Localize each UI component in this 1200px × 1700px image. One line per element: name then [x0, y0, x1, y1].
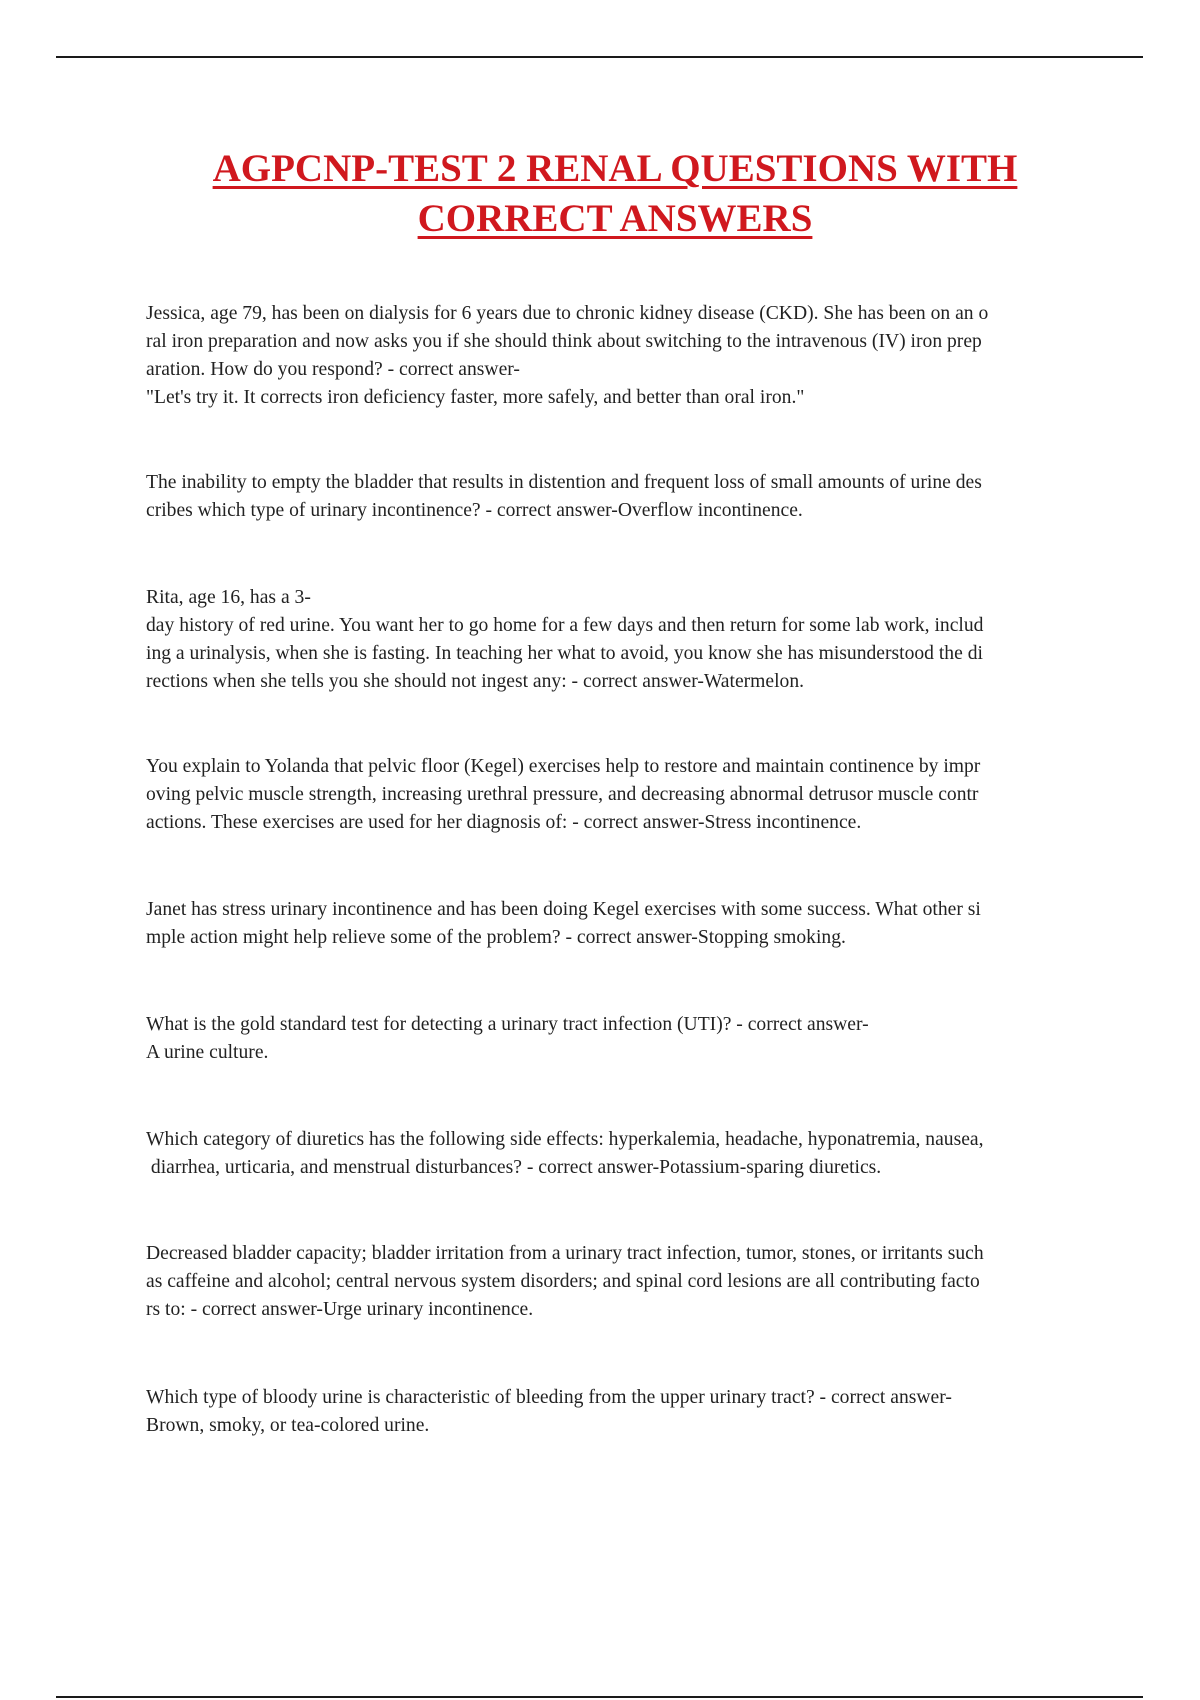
qa-item-8: Decreased bladder capacity; bladder irritation from a urinary tract infection, tumor, stones, or irritants such as caffeine and alcohol; central nervous system disorders; and spinal cord lesions are all contributing facto rs to: - correct answer-Urge urinary incontinence. — [146, 1243, 984, 1320]
qa-item-6: What is the gold standard test for detecting a urinary tract infection (UTI)? - correct answer- A urine culture. — [146, 1014, 869, 1063]
title-line-2: CORRECT ANSWERS — [417, 197, 813, 240]
qa-item-9: Which type of bloody urine is characteristic of bleeding from the upper urinary tract? - correct answer- Brown, smoky, or tea-colored urine. — [146, 1387, 952, 1436]
qa-item-2: The inability to empty the bladder that results in distention and frequent loss of small amounts of urine des cribes which type of urinary incontinence? - correct answer-Overflow incontinence. — [146, 472, 982, 521]
page-title — [140, 144, 1090, 244]
title-line-1: AGPCNP-TEST 2 RENAL QUESTIONS WITH — [212, 147, 1018, 190]
qa-item-3: Rita, age 16, has a 3- day history of red urine. You want her to go home for a few days and then return for some lab work, includ ing a urinalysis, when she is fasting. In teaching her what to avoid, you know she has misunderstood the di rections when she tells you she should not ingest any: - correct answer-Watermelon. — [146, 587, 984, 692]
top-rule — [56, 56, 1143, 58]
qa-item-7: Which category of diuretics has the following side effects: hyperkalemia, headache, hyponatremia, nausea, diarrhea, urticaria, and menstrual disturbances? - correct answer-Potassium-sparing diuretics. — [146, 1129, 984, 1178]
bottom-rule — [56, 1696, 1143, 1698]
qa-item-4: You explain to Yolanda that pelvic floor (Kegel) exercises help to restore and maintain continence by impr oving pelvic muscle strength, increasing urethral pressure, and decreasing abnormal detrusor muscle contr actions. These exercises are used for her diagnosis of: - correct answer-Stress incontinence. — [146, 756, 981, 833]
qa-item-5: Janet has stress urinary incontinence and has been doing Kegel exercises with some success. What other si mple action might help relieve some of the problem? - correct answer-Stopping smoking. — [146, 899, 981, 948]
qa-item-1: Jessica, age 79, has been on dialysis for 6 years due to chronic kidney disease (CKD). She has been on an o ral iron preparation and now asks you if she should think about switching to the intravenous (IV) iron prep aration. How do you respond? - correct answer- "Let's try it. It corrects iron deficiency faster, more safely, and better than oral iron." — [146, 303, 989, 408]
